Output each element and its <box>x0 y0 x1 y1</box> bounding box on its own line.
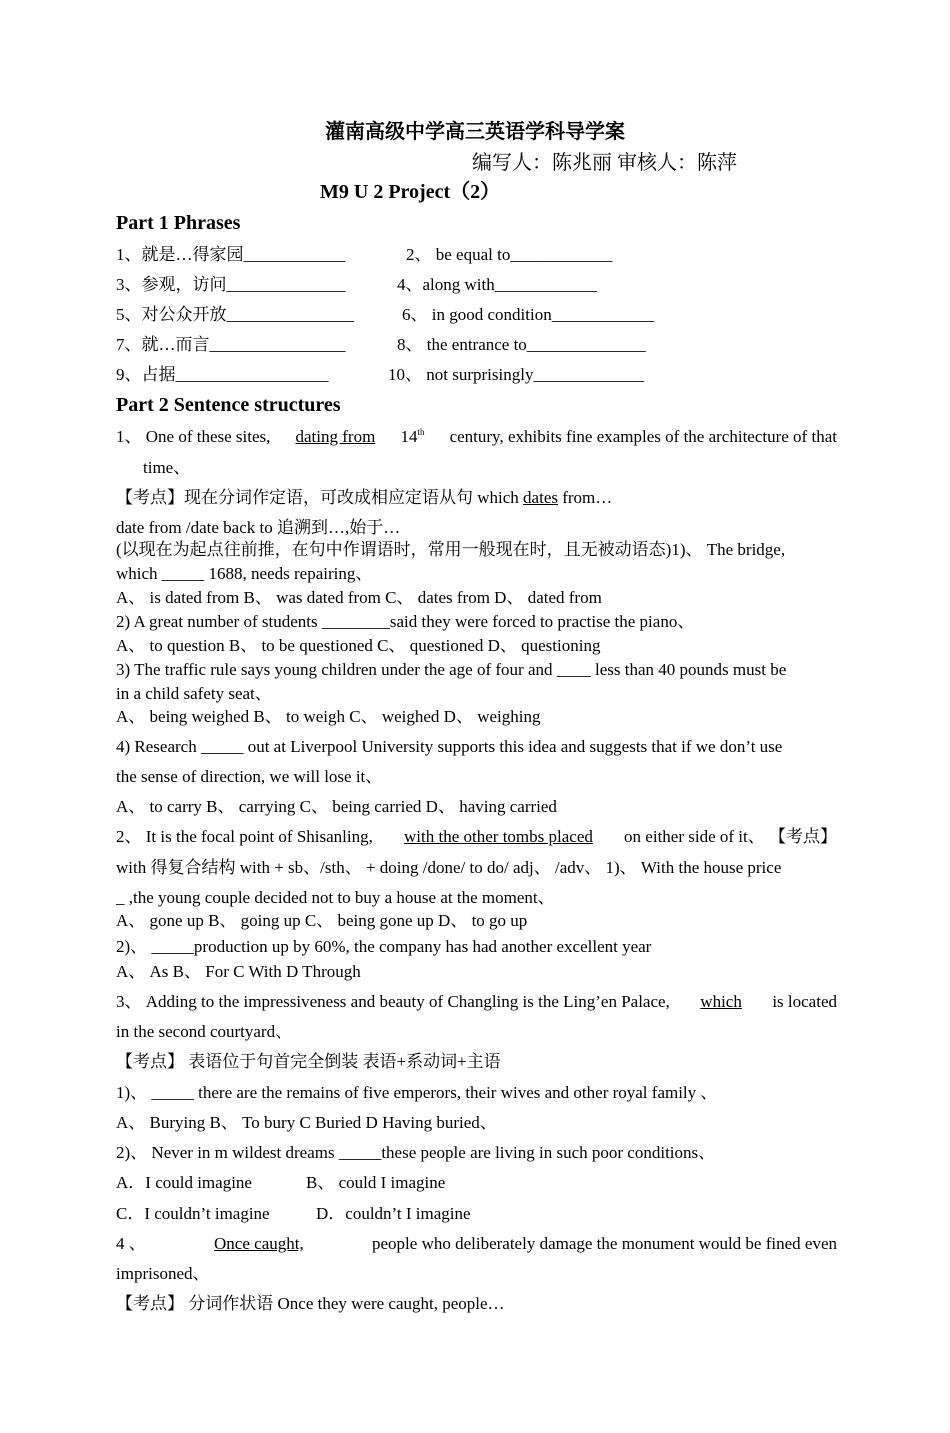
sentence-3-tail: is located <box>772 992 837 1011</box>
option-b: B、 could I imagine <box>306 1173 446 1192</box>
kaodian-4: 【考点】 分词作状语 Once they were caught, people… <box>116 1294 505 1313</box>
sentence-1-number: 14 <box>400 427 418 446</box>
sentence-4-tail: people who deliberately damage the monument would be fined even <box>372 1234 837 1253</box>
note-line: date from /date back to 追溯到…,始于… <box>116 518 401 537</box>
phrase-item: 7、就…而言________________ <box>116 335 346 354</box>
author-line: 编写人：陈兆丽 审核人：陈萍 <box>472 152 737 174</box>
kaodian-1 <box>116 489 612 506</box>
phrase-item: 1、就是…得家园____________ <box>116 245 346 264</box>
sentence-4-lead: 4 、 <box>116 1234 146 1253</box>
options-1-4: A、 to carry B、 carrying C、 being carried D、 having carried <box>116 797 557 816</box>
sentence-2 <box>116 828 837 845</box>
phrase-item: 9、占据__________________ <box>116 365 329 384</box>
page-title: 灌南高级中学高三英语学科导学案 <box>325 121 625 143</box>
note-line: (以现在为起点往前推，在句中作谓语时，常用一般现在时，且无被动语态)1)、 The bridge, <box>116 540 786 559</box>
sentence-1-tail: century, exhibits fine examples of the architecture of that <box>449 427 837 446</box>
question-3-2: 2)、 Never in m wildest dreams _____these people are living in such poor conditions、 <box>116 1143 716 1162</box>
part1-heading: Part 1 Phrases <box>116 212 241 234</box>
kaodian-1-text: 【考点】现在分词作定语，可改成相应定语从句 which <box>116 488 519 507</box>
phrase-item: 10、 not surprisingly_____________ <box>388 365 644 384</box>
part2-heading: Part 2 Sentence structures <box>116 394 341 416</box>
options-1-2: A、 to question B、 to be questioned C、 questioned D、 questioning <box>116 636 601 655</box>
kaodian-1-tail: from… <box>562 488 613 507</box>
question-1-3: 3) The traffic rule says young children under the age of four and ____ less than 40 pounds must be <box>116 660 787 679</box>
question-2-1: _ ,the young couple decided not to buy a house at the moment、 <box>116 888 555 907</box>
sentence-1-sup: th <box>417 427 425 437</box>
question-1-1: which _____ 1688, needs repairing、 <box>116 564 373 583</box>
option-c: C．I couldn’t imagine <box>116 1204 270 1223</box>
phrase-item: 5、对公众开放_______________ <box>116 305 354 324</box>
grammar-note-2: with 得复合结构 with + sb、/sth、 + doing /done/ to do/ adj、 /adv、 1)、 With the house price <box>116 858 782 877</box>
sentence-3 <box>116 993 837 1010</box>
sentence-3-underlined: which <box>700 992 742 1011</box>
options-3-1: A、 Burying B、 To bury C Buried D Having buried、 <box>116 1113 497 1132</box>
sentence-3-lead: 3、 Adding to the impressiveness and beauty of Changling is the Ling’en Palace, <box>116 992 670 1011</box>
option-a: A．I could imagine <box>116 1173 252 1192</box>
sentence-3-cont: in the second courtyard、 <box>116 1022 293 1041</box>
kaodian-3: 【考点】 表语位于句首完全倒装 表语+系动词+主语 <box>116 1052 501 1071</box>
sentence-2-underlined: with the other tombs placed <box>404 827 593 846</box>
sentence-1-lead: 1、 One of these sites, <box>116 427 271 446</box>
options-1-1: A、 is dated from B、 was dated from C、 dates from D、 dated from <box>116 588 602 607</box>
options-2-1: A、 gone up B、 going up C、 being gone up D、 to go up <box>116 911 528 930</box>
sentence-1-underlined: dating from <box>295 427 376 446</box>
sentence-2-lead: 2、 It is the focal point of Shisanling, <box>116 827 373 846</box>
question-1-3-cont: in a child safety seat、 <box>116 684 272 703</box>
question-3-1: 1)、 _____ there are the remains of five emperors, their wives and other royal family 、 <box>116 1083 718 1102</box>
question-1-2: 2) A great number of students ________said they were forced to practise the piano、 <box>116 612 695 631</box>
sentence-2-tail: on either side of it、 【考点】 <box>624 827 837 846</box>
phrase-item: 4、along with____________ <box>397 275 597 294</box>
sentence-1-cont: time、 <box>143 458 191 477</box>
question-1-4: 4) Research _____ out at Liverpool University supports this idea and suggests that if we don’t use <box>116 737 783 756</box>
option-d: D．couldn’t I imagine <box>316 1204 471 1223</box>
phrase-item: 6、 in good condition____________ <box>402 305 654 324</box>
lesson-title: M9 U 2 Project（2） <box>320 181 501 203</box>
sentence-4-cont: imprisoned、 <box>116 1264 210 1283</box>
question-1-4-cont: the sense of direction, we will lose it、 <box>116 767 383 786</box>
phrase-item: 3、参观，访问______________ <box>116 275 346 294</box>
sentence-1 <box>116 428 837 445</box>
phrase-item: 8、 the entrance to______________ <box>397 335 646 354</box>
options-2-2: A、 As B、 For C With D Through <box>116 962 361 981</box>
question-2-2: 2)、 _____production up by 60%, the company has had another excellent year <box>116 937 652 956</box>
sentence-4-underlined: Once caught, <box>214 1234 304 1253</box>
phrase-item: 2、 be equal to____________ <box>406 245 613 264</box>
sentence-4 <box>116 1235 837 1252</box>
kaodian-1-underlined: dates <box>523 488 558 507</box>
options-1-3: A、 being weighed B、 to weigh C、 weighed D、 weighing <box>116 707 541 726</box>
